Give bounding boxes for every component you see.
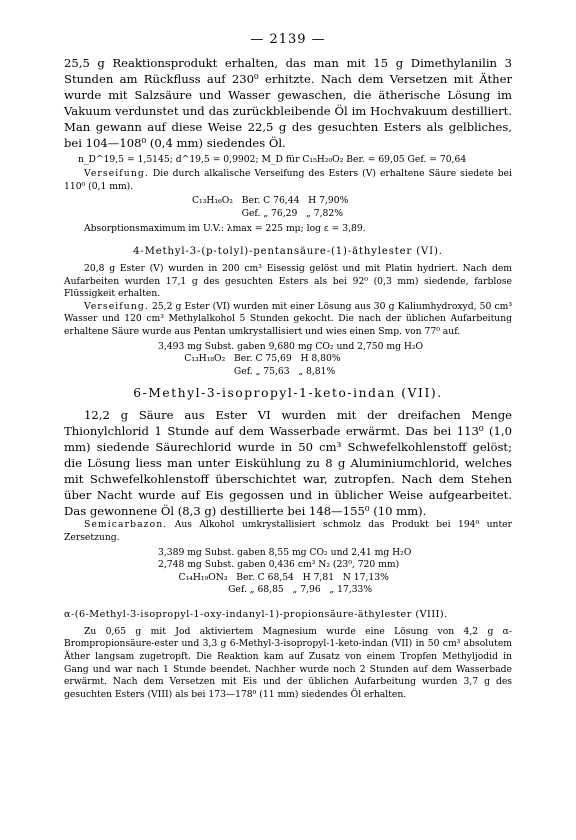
uv-absorption: Absorptionsmaximum im U.V.: λmax = 225 mμ; log ε = 3,89. bbox=[84, 223, 366, 235]
analysis-line: Gef. „ 76,29 „ 7,82% bbox=[192, 207, 343, 219]
section-heading-vi: 4-Methyl-3-(p-tolyl)-pentansäure-(1)-äthylester (VI). bbox=[133, 245, 443, 257]
section-vi-verseifung bbox=[64, 301, 512, 339]
analysis-line: 2,748 mg Subst. gaben 0,436 cm³ N₂ (23⁰, 720 mm) bbox=[158, 559, 400, 571]
analysis-line: 3,493 mg Subst. gaben 9,680 mg CO₂ und 2,750 mg H₂O bbox=[158, 340, 424, 352]
section-heading-viii: α-(6-Methyl-3-isopropyl-1-oxy-indanyl-1)-propionsäure-äthylester (VIII). bbox=[64, 608, 448, 620]
section-vi-paragraph: 20,8 g Ester (V) wurden in 200 cm³ Eisessig gelöst und mit Platin hydriert. Nach dem Aufarbeiten wurden 17,1 g des gesuchten Esters als bei 92⁰ (0,3 mm) siedende, farblose Flüssigkeit erhalten. bbox=[64, 262, 512, 300]
paper-page bbox=[64, 32, 512, 701]
page-number: — 2139 — bbox=[250, 32, 326, 47]
analysis-block-vii bbox=[64, 547, 512, 597]
analysis-line: C₁₃H₁₆O₂ Ber. C 76,44 H 7,90% bbox=[192, 195, 349, 207]
analysis-line: C₁₃H₁₈O₂ Ber. C 75,69 H 8,80% bbox=[158, 353, 341, 365]
section-viii-paragraph: Zu 0,65 g mit Jod aktiviertem Magnesium wurde eine Lösung von 4,2 g α-Brompropionsäure-ester und 3,3 g 6-Methyl-3-isopropyl-1-keto-indan (VII) in 50 cm³ absolutem Äther langsam zugetropft. Die Reaktion kam auf Zusatz von einem Tropfen Methyljodid in Gang und war nach 1 Stunde beendet. Nachher wurde noch 2 Stunden auf dem Wasserbade erwärmt. Nach dem Versetzen mit Eis und der üblichen Aufarbeitung wurden 3,7 g des gesuchten Esters (VIII) als bei 173—178⁰ (11 mm) siedendes Öl erhalten. bbox=[64, 625, 512, 700]
verseifung-paragraph bbox=[64, 168, 512, 193]
verseifung-text: Die durch alkalische Verseifung des Esters (V) erhaltene Säure siedete bei 110⁰ (0,1 mm). bbox=[64, 168, 512, 192]
verseifung-label: Verseifung. bbox=[84, 168, 149, 179]
verseifung-label: Verseifung. bbox=[84, 300, 149, 312]
intro-paragraph: 25,5 g Reaktionsprodukt erhalten, das man mit 15 g Dimethylanilin 3 Stunden am Rückfluss auf 230⁰ erhitzte. Nach dem Versetzen mit Äther wurde mit Salzsäure und Wasser gewaschen, die ätherische Lösung im Vakuum verdunstet und das zurückbleibende Öl im Hochvakuum destilliert. Man gewann auf diese Weise 22,5 g des gesuchten Esters als gelbliches, bei 104—108⁰ (0,4 mm) siedendes Öl. bbox=[64, 56, 512, 150]
analysis-line: Gef. „ 68,85 „ 7,96 „ 17,33% bbox=[158, 584, 373, 596]
section-vii-paragraph: 12,2 g Säure aus Ester VI wurden mit der dreifachen Menge Thionylchlorid 1 Stunde auf dem Wasserbade erwärmt. Das bei 113⁰ (1,0 mm) siedende Säurechlorid wurde in 50 cm³ Schwefelkohlenstoff gelöst; die Lösung liess man unter Eiskühlung zu 8 g Aluminiumchlorid, welches mit Schwefelkohlenstoff überschichtet war, zutropfen. Nach dem Stehen über Nacht wurde auf Eis gegossen und in üblicher Weise aufgearbeitet. Das gewonnene Öl (8,3 g) destillierte bei 148—155⁰ (10 mm). bbox=[64, 408, 512, 519]
analysis-line: C₁₄H₁₉ON₃ Ber. C 68,54 H 7,81 N 17,13% bbox=[158, 571, 389, 583]
analysis-line: Gef. „ 75,63 „ 8,81% bbox=[158, 365, 336, 377]
semicarbazon-label: Semicarbazon. bbox=[84, 519, 168, 531]
physical-constants: n_D^19,5 = 1,5145; d^19,5 = 0,9902; M_D für C₁₅H₂₀O₂ Ber. = 69,05 Gef. = 70,64 bbox=[78, 154, 467, 165]
section-heading-vii: 6-Methyl-3-isopropyl-1-keto-indan (VII). bbox=[133, 386, 443, 401]
analysis-line: 3,389 mg Subst. gaben 8,55 mg CO₂ und 2,41 mg H₂O bbox=[158, 546, 412, 558]
semicarbazon-paragraph bbox=[64, 519, 512, 544]
analysis-block-v bbox=[64, 195, 512, 220]
verseifung-text: 25,2 g Ester (VI) wurden mit einer Lösung aus 30 g Kaliumhydroxyd, 50 cm³ Wasser und 120 cm³ Methylalkohol 5 Stunden gekocht. Die nach der üblichen Aufarbeitung erhaltene Säure wurde aus Pentan umkrystallisiert und wies einen Smp. von 77⁰ auf. bbox=[64, 300, 512, 337]
semicarbazon-text: Aus Alkohol umkrystallisiert schmolz das Produkt bei 194⁰ unter Zersetzung. bbox=[64, 519, 512, 543]
analysis-block-vi bbox=[64, 341, 512, 379]
